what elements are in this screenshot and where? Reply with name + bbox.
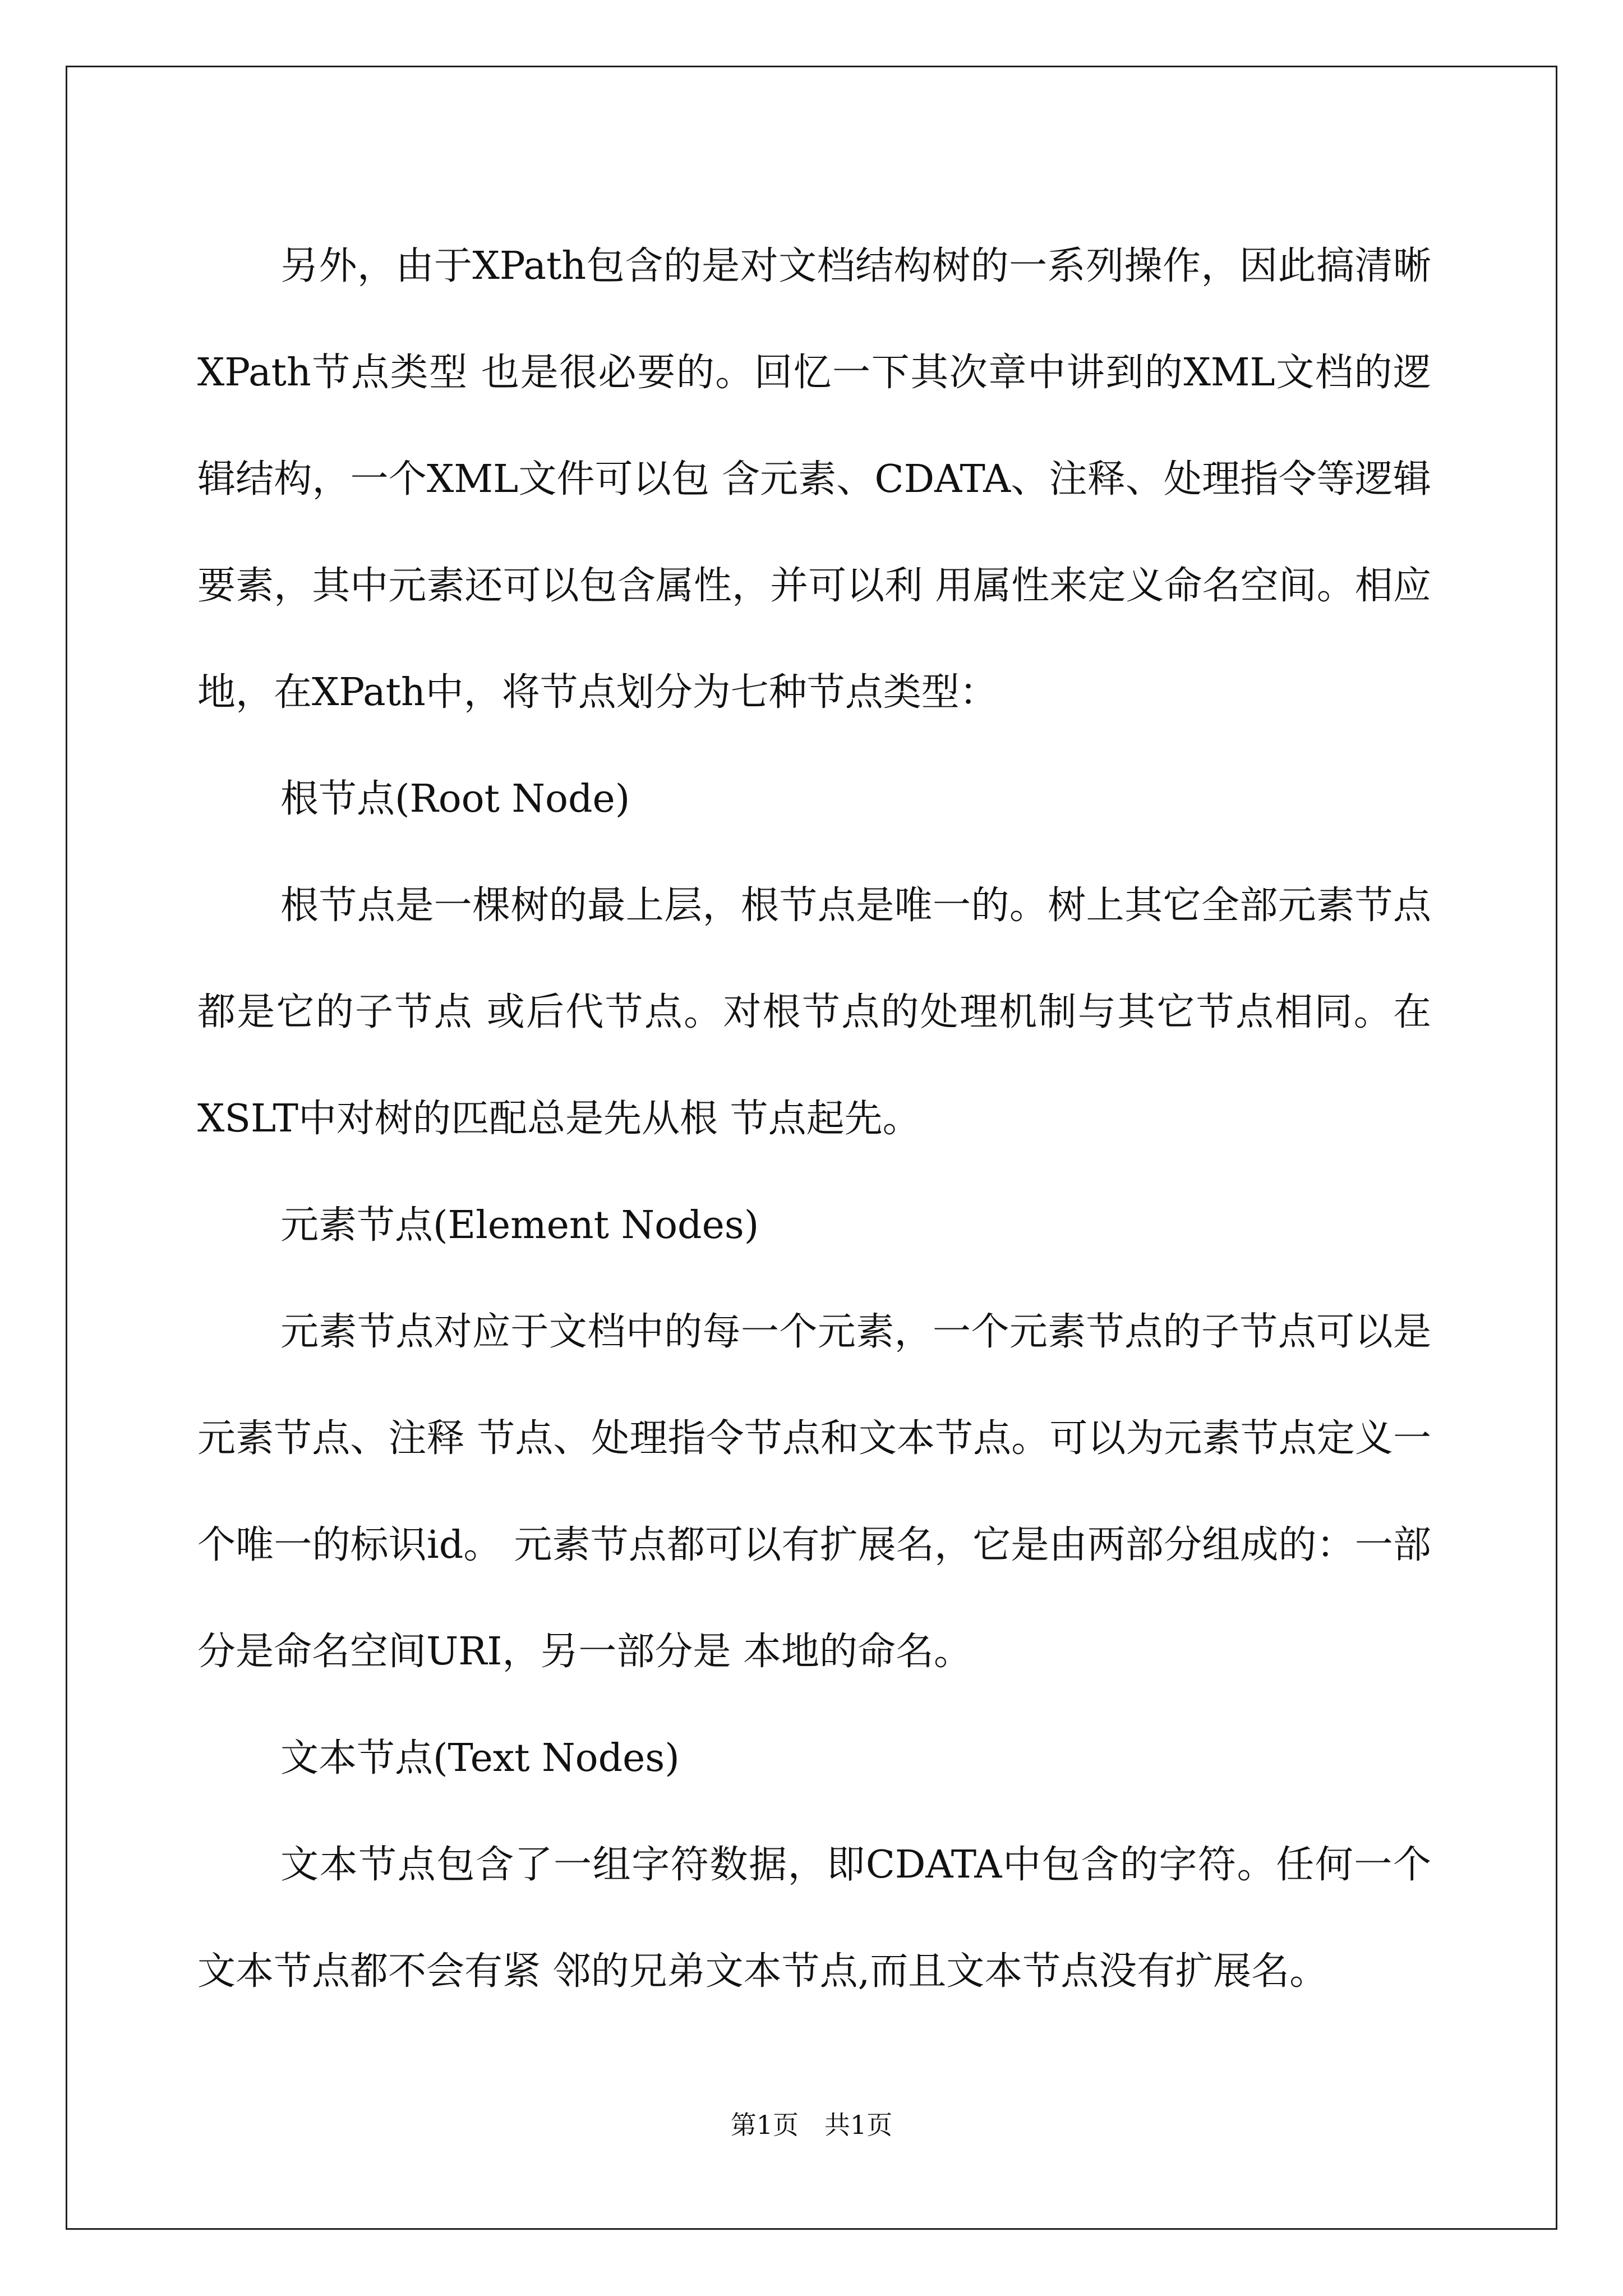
paragraph-text-nodes: 文本节点包含了一组字符数据，即CDATA中包含的字符。任何一个文本节点都不会有紧 邻的兄弟文本节点,而且文本节点没有扩展名。 [197, 1843, 1431, 1994]
heading-text-nodes: 文本节点(Text Nodes) [280, 1736, 680, 1780]
page-number-footer: 第1页 共1页 [730, 2110, 893, 2140]
heading-element-nodes: 元素节点(Element Nodes) [280, 1203, 759, 1248]
paragraph-element-nodes: 元素节点对应于文档中的每一个元素，一个元素节点的子节点可以是元素节点、注释 节点、处理指令节点和文本节点。可以为元素节点定义一个唯一的标识id。 元素节点都可以有扩展名，它是由两部分组成的：一部分是命名空间URI，另一部分是 本地的命名。 [197, 1310, 1431, 1674]
heading-root-node: 根节点(Root Node) [280, 777, 630, 821]
document-body [197, 213, 1431, 2025]
paragraph-intro: 另外，由于XPath包含的是对文档结构树的一系列操作，因此搞清晰XPath节点类型 也是很必要的。回忆一下其次章中讲到的XML文档的逻辑结构，一个XML文件可以包 含元素、CDATA、注释、处理指令等逻辑要素，其中元素还可以包含属性，并可以利 用属性来定义命名空间。相应地，在XPath中，将节点划分为七种节点类型： [197, 244, 1431, 715]
paragraph-root-node: 根节点是一棵树的最上层，根节点是唯一的。树上其它全部元素节点都是它的子节点 或后代节点。对根节点的处理机制与其它节点相同。在XSLT中对树的匹配总是先从根 节点起先。 [197, 884, 1431, 1141]
